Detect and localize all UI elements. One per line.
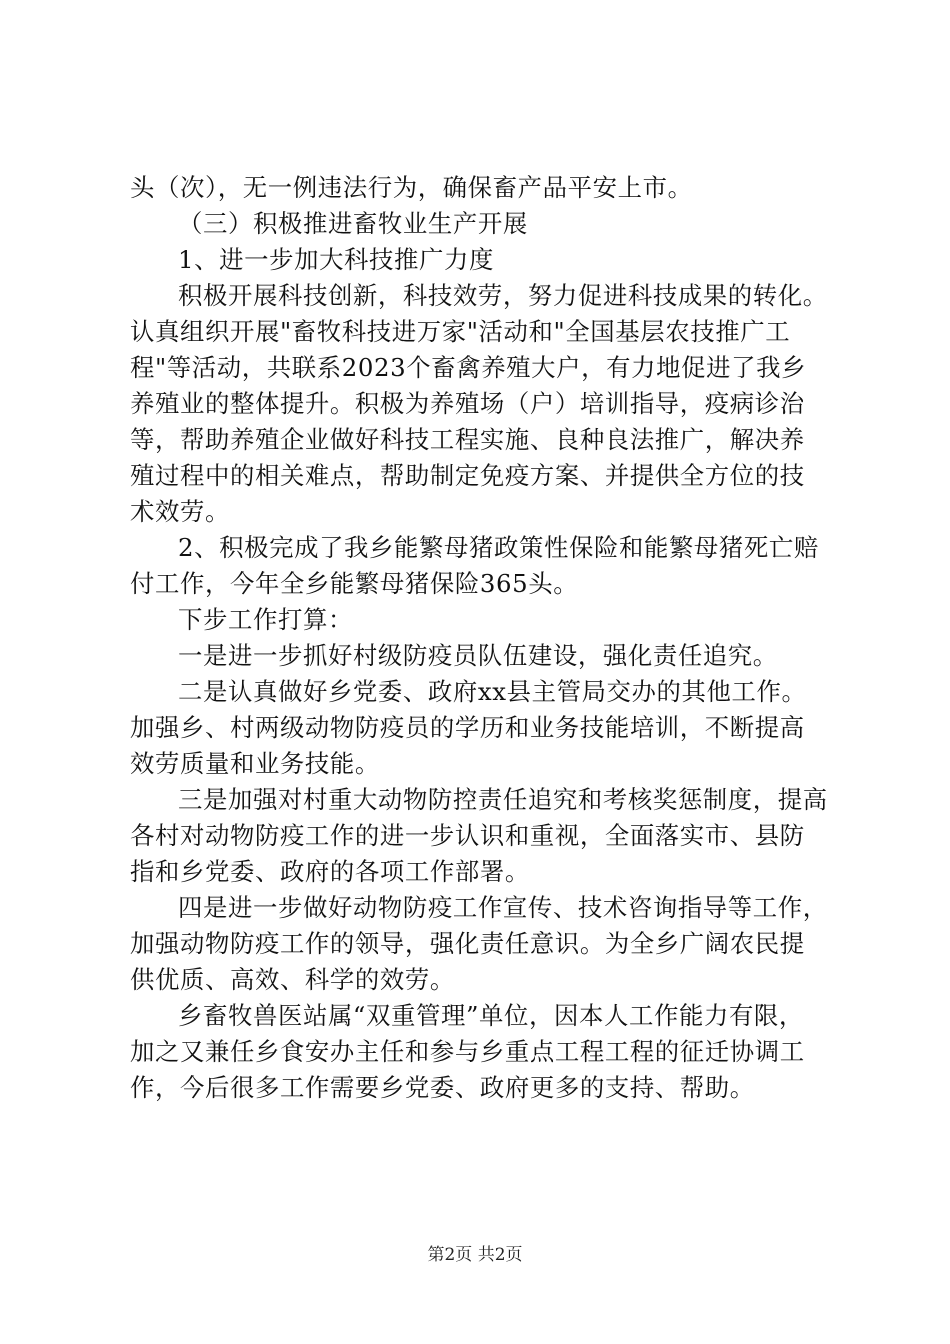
text-line: 加强乡、村两级动物防疫员的学历和业务技能培训，不断提高 <box>130 713 805 742</box>
subsection-heading: 下步工作打算： <box>178 605 353 634</box>
text-line: 供优质、高效、科学的效劳。 <box>130 965 455 994</box>
page-number-footer: 第2页 共2页 <box>427 1245 523 1265</box>
text-line: 三是加强对村重大动物防控责任追究和考核奖惩制度，提高 <box>178 785 828 814</box>
text-line: 积极开展科技创新，科技效劳，努力促进科技成果的转化。 <box>178 281 828 310</box>
subsection-heading: 1、进一步加大科技推广力度 <box>178 245 495 274</box>
text-line: 2、积极完成了我乡能繁母猪政策性保险和能繁母猪死亡赔 <box>178 533 819 562</box>
text-line: 指和乡党委、政府的各项工作部署。 <box>130 857 530 886</box>
text-line: 等，帮助养殖企业做好科技工程实施、良种良法推广，解决养 <box>130 425 805 454</box>
text-line: 认真组织开展"畜牧科技进万家"活动和"全国基层农技推广工 <box>130 317 791 346</box>
text-line: 作，今后很多工作需要乡党委、政府更多的支持、帮助。 <box>130 1073 755 1102</box>
text-line: 一是进一步抓好村级防疫员队伍建设，强化责任追究。 <box>178 641 778 670</box>
text-line: 程"等活动，共联系2023个畜禽养殖大户，有力地促进了我乡 <box>130 353 807 382</box>
text-line: 效劳质量和业务技能。 <box>130 749 380 778</box>
text-line: 殖过程中的相关难点，帮助制定免疫方案、并提供全方位的技 <box>130 461 805 490</box>
text-line: 头（次），无一例违法行为，确保畜产品平安上市。 <box>130 173 693 202</box>
text-line: 术效劳。 <box>130 497 230 526</box>
text-line: 二是认真做好乡党委、政府xx县主管局交办的其他工作。 <box>178 677 807 706</box>
text-line: 四是进一步做好动物防疫工作宣传、技术咨询指导等工作， <box>178 893 828 922</box>
text-line: 付工作，今年全乡能繁母猪保险365头。 <box>130 569 579 598</box>
text-line: 加强动物防疫工作的领导，强化责任意识。为全乡广阔农民提 <box>130 929 805 958</box>
text-line: 养殖业的整体提升。积极为养殖场（户）培训指导，疫病诊治 <box>130 389 805 418</box>
text-line: 加之又兼任乡食安办主任和参与乡重点工程工程的征迁协调工 <box>130 1037 805 1066</box>
text-line: 各村对动物防疫工作的进一步认识和重视，全面落实市、县防 <box>130 821 805 850</box>
section-heading: （三）积极推进畜牧业生产开展 <box>178 209 528 238</box>
text-line: 乡畜牧兽医站属“双重管理”单位，因本人工作能力有限， <box>178 1001 804 1030</box>
